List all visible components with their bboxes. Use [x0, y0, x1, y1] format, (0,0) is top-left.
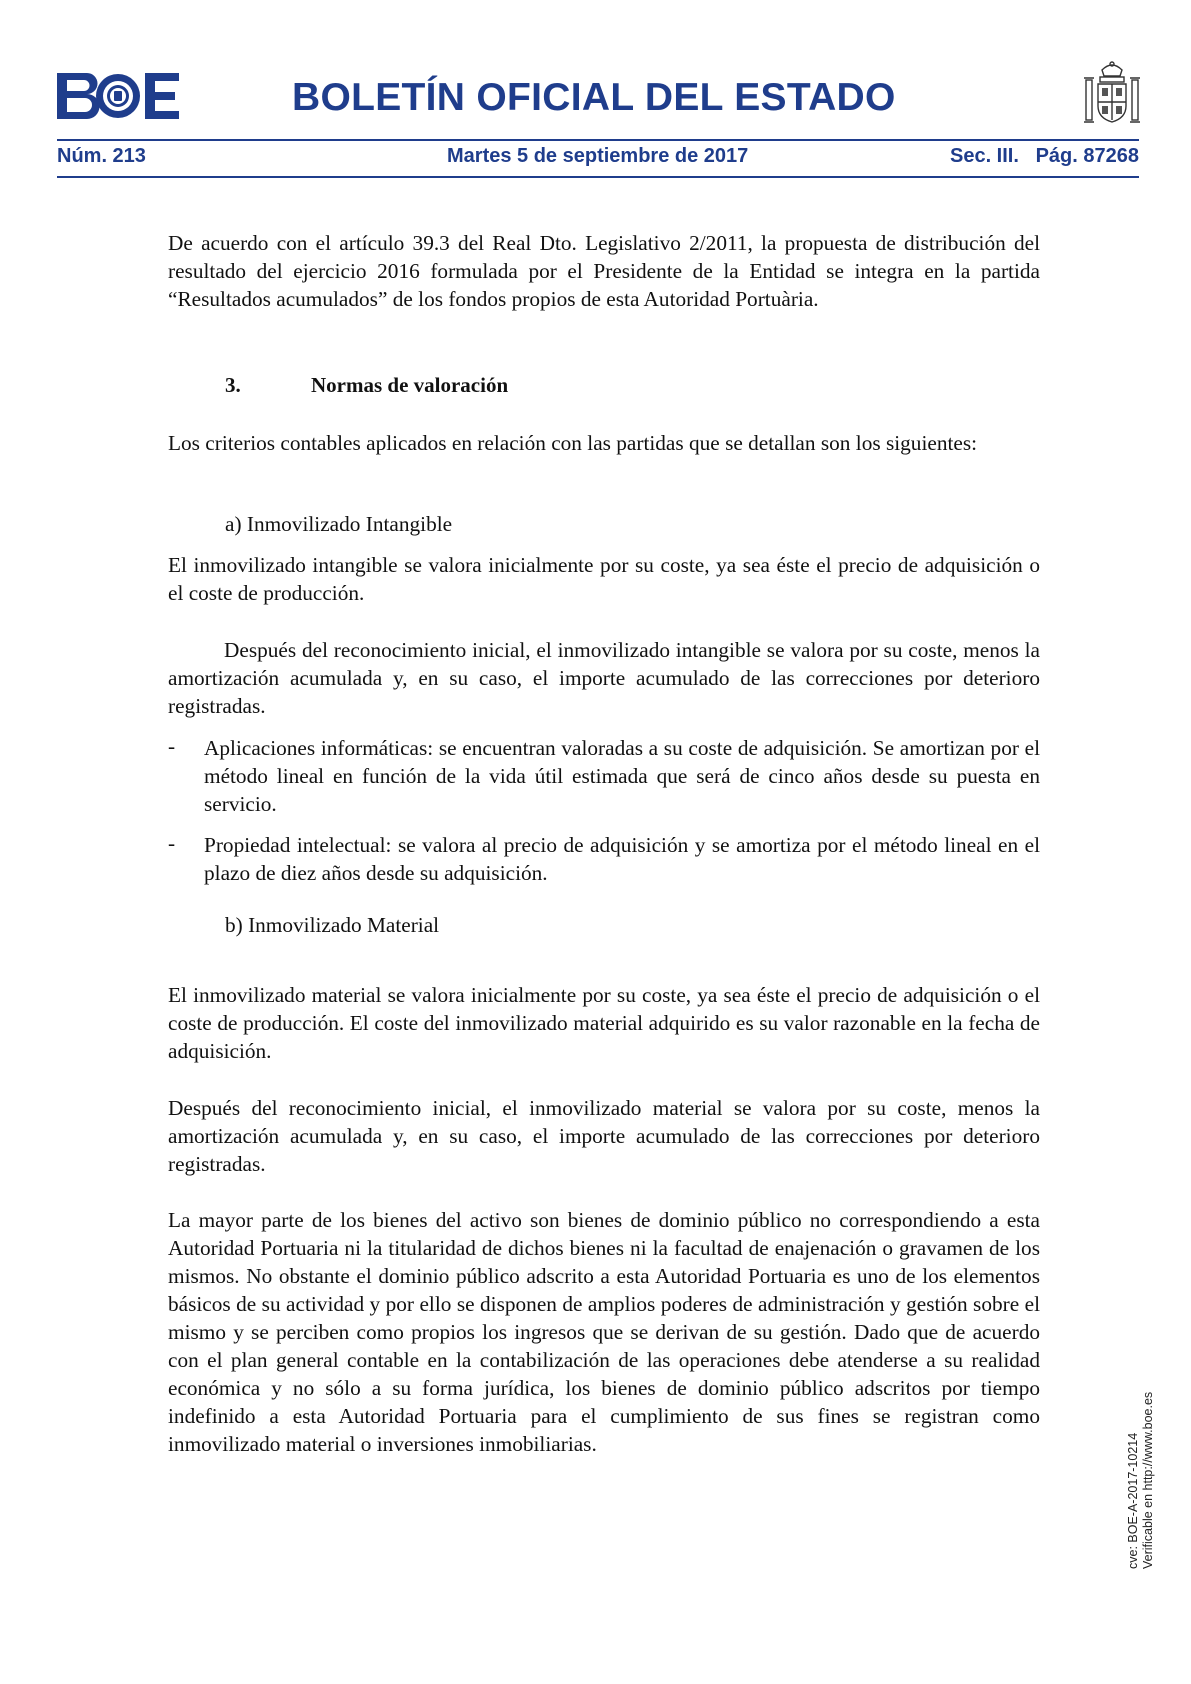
- bullet-intellectual-property: Propiedad intelectual: se valora al precio de adquisición y se amortiza por el método lineal en el plazo de diez años desde su adquisición.: [204, 833, 1040, 885]
- section-number: 3.: [225, 373, 241, 397]
- bullet-dash: -: [168, 831, 176, 855]
- cve-code: cve: BOE-A-2017-10214: [1126, 1432, 1140, 1569]
- paragraph-result-distribution: De acuerdo con el artículo 39.3 del Real Dto. Legislativo 2/2011, la propuesta de distribución del resultado del ejercicio 2016 formulada por el Presidente de la Entidad se integra en la partida “Resultados acumulados” de los fondos propios de esta Autoridad Portuària.: [168, 231, 1040, 311]
- paragraph-intangible-after: Después del reconocimiento inicial, el inmovilizado intangible se valora por su coste, menos la amortización acumulada y, en su caso, el importe acumulado de las correcciones por deterioro registradas.: [168, 638, 1040, 718]
- paragraph-material-initial: El inmovilizado material se valora inicialmente por su coste, ya sea éste el precio de adquisición o el coste de producción. El coste del inmovilizado material adquirido es su valor razonable en la fecha de adquisición.: [168, 983, 1040, 1063]
- paragraph-intangible-initial: El inmovilizado intangible se valora inicialmente por su coste, ya sea éste el precio de adquisición o el coste de producción.: [168, 553, 1040, 605]
- section-title: Normas de valoración: [311, 373, 509, 397]
- issue-date: Martes 5 de septiembre de 2017: [447, 145, 749, 167]
- coat-of-arms-icon: [1080, 60, 1144, 128]
- subheading-material: b) Inmovilizado Material: [225, 913, 440, 937]
- verification-note: [1126, 1392, 1156, 1569]
- header-top-rule: [57, 139, 1139, 141]
- section-page: Sec. III. Pág. 87268: [949, 145, 1139, 167]
- bullet-dash: -: [168, 734, 176, 758]
- paragraph-public-domain: La mayor parte de los bienes del activo son bienes de dominio público no correspondiendo a esta Autoridad Portuaria ni la titularidad de dichos bienes ni la facultad de enajenación o gravamen de los mismos. No obstante el dominio público adscrito a esta Autoridad Portuaria es uno de los elementos básicos de su actividad y por ello se disponen de amplios poderes de administración y gestión sobre el mismo y se perciben como propios los ingresos que se derivan de su gestión. Dado que de acuerdo con el plan general contable en la contabilización de las operaciones debe atenderse a su realidad económica y no sólo a su forma jurídica, los bienes de dominio público adscritos por tiempo indefinido a esta Autoridad Portuaria para el cumplimiento de sus fines se registran como inmovilizado material o inversiones inmobiliarias.: [168, 1208, 1040, 1456]
- paragraph-material-after: Después del reconocimiento inicial, el inmovilizado material se valora por su coste, menos la amortización acumulada y, en su caso, el importe acumulado de las correcciones por deterioro registradas.: [168, 1096, 1040, 1176]
- boe-logo: [57, 73, 179, 119]
- issue-number: Núm. 213: [57, 145, 146, 167]
- bullet-software: Aplicaciones informáticas: se encuentran valoradas a su coste de adquisición. Se amortizan por el método lineal en función de la vida útil estimada que será de cinco años desde su puesta en servicio.: [204, 736, 1040, 816]
- header-bottom-rule: [57, 176, 1139, 178]
- subheading-intangible: a) Inmovilizado Intangible: [225, 512, 453, 536]
- verify-link[interactable]: Verificable en http://www.boe.es: [1141, 1391, 1155, 1569]
- paragraph-criteria-intro: Los criterios contables aplicados en relación con las partidas que se detallan son los siguientes:: [168, 431, 978, 455]
- gazette-title: BOLETÍN OFICIAL DEL ESTADO: [292, 76, 896, 119]
